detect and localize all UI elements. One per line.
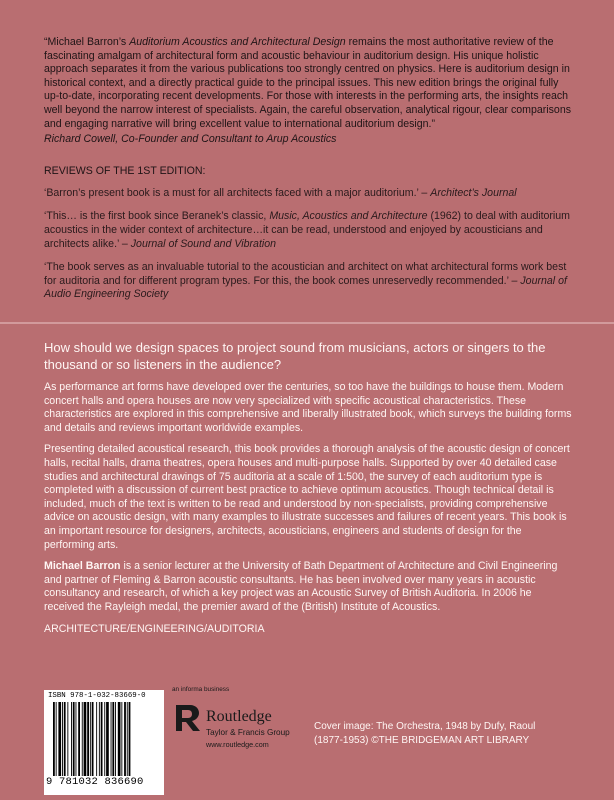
description-paragraph-2: Presenting detailed acoustical research, this book provides a thorough analysis of the acoustic design of concert halls, recital halls, drama theatres, opera houses and multi-purpose halls. Supported by over 40 detailed case studies and architectural drawings of 75 auditoria at a scale of 1:500, the survey of each auditorium type is completed with a discussion of current best practice to achieve optimum acoustics. Though technical detail is included, much of the text is written to be read and understood by non-specialists, providing comprehensive advice on acoustic design, with many examples to illustrate successes and failures of recent years. This book is an important resource for designers, architects, acousticians, engineers and students of design for the performing arts.	[44, 443, 570, 551]
cover-credit-line-2: (1877-1953) ©THE BRIDGEMAN ART LIBRARY	[314, 734, 530, 746]
description-paragraph-1: As performance art forms have developed over the centuries, so too have the buildings to house them. Modern concert halls and opera houses are now very specialized with specific acoustical characteristics. These characteristics are explored in this comprehensive and liberally illustrated book, which surveys the building forms and details and reviews important worldwide examples.	[44, 381, 572, 434]
cover-image-credit	[314, 720, 614, 747]
description-section	[44, 340, 574, 636]
quote-text-b: remains the most authoritative review of the fascinating amalgam of architectural form and acoustic behaviour in auditorium design. His unique holistic approach separates it from the various publications too strongly centred on physics. Here is auditorium design in historical context, and a directly practical guide to the principal issues. This new edition brings the original fully up-to-date, incorporating recent developments. For those with interests in the performing arts, the insights reach well beyond the narrow interest of specialists. Again, the careful observation, analytical rigour, clear comparisons and engaging narrative will bring excellent value to international auditorium design.”	[44, 36, 572, 130]
publisher-tagline: an informa business	[172, 686, 230, 693]
review-2-book-title: Music, Acoustics and Architecture	[269, 210, 428, 223]
quote-book-title: Auditorium Acoustics and Architectural Design	[129, 36, 346, 48]
routledge-logo-icon	[172, 703, 202, 733]
author-bio-text: is a senior lecturer at the University of Bath Department of Architecture and Civil Engineering and partner of Fleming & Barron acoustic consultants. He has been involved over many years in acoustic consultancy and research, of which a key project was an Acoustic Survey of British Auditoria. In 2006 he received the Rayleigh medal, the premier award of the (British) Institute of Acoustics.	[44, 560, 558, 613]
quote-text-a: “Michael Barron’s	[44, 36, 130, 48]
publisher-url: www.routledge.com	[206, 740, 269, 749]
reviews-section	[44, 36, 574, 312]
review-1-text: ‘Barron’s present book is a must for all architects faced with a major auditorium.’ –	[44, 186, 431, 199]
barcode-digits: 9 781032 836690	[46, 776, 144, 788]
author-bio	[44, 560, 574, 614]
publisher-group: Taylor & Francis Group	[206, 728, 290, 737]
review-2-source: Journal of Sound and Vibration	[130, 237, 277, 250]
review-2-text-a: ‘This… is the first book since Beranek’s classic,	[44, 210, 270, 223]
endorsement-quote	[44, 36, 574, 131]
review-3-source: – Journal of Audio Engineering Society	[44, 274, 567, 301]
intro-question: How should we design spaces to project sound from musicians, actors or singers to the thousand or so listeners in the audience?	[44, 340, 546, 372]
cover-credit-line-1: Cover image: The Orchestra, 1948 by Dufy, Raoul	[314, 721, 536, 732]
review-1	[44, 187, 574, 201]
section-divider	[0, 322, 614, 324]
review-2	[44, 210, 574, 251]
review-3	[44, 261, 574, 302]
subject-category: ARCHITECTURE/ENGINEERING/AUDITORIA	[44, 622, 265, 635]
quote-attribution: Richard Cowell, Co-Founder and Consultant to Arup Acoustics	[44, 133, 337, 146]
review-1-source: Architect’s Journal	[430, 186, 517, 199]
reviews-heading: REVIEWS OF THE 1ST EDITION:	[44, 164, 206, 177]
isbn-label: ISBN 978-1-032-83669-0	[48, 692, 146, 700]
isbn-barcode	[44, 690, 164, 795]
review-3-text: ‘The book serves as an invaluable tutorial to the acoustician and architect on what architectural forms work best for auditoria and for different program types. For this, the book comes unreservedly recommended.’	[44, 261, 567, 287]
review-2-text-b: (1962) to deal with auditorium acoustics in the wider context of architecture…it can be read, understood and enjoyed by acousticians and architects alike.’ –	[44, 210, 571, 250]
barcode-graphic	[52, 702, 158, 776]
publisher-name: Routledge	[206, 708, 272, 725]
author-name: Michael Barron	[44, 560, 121, 573]
